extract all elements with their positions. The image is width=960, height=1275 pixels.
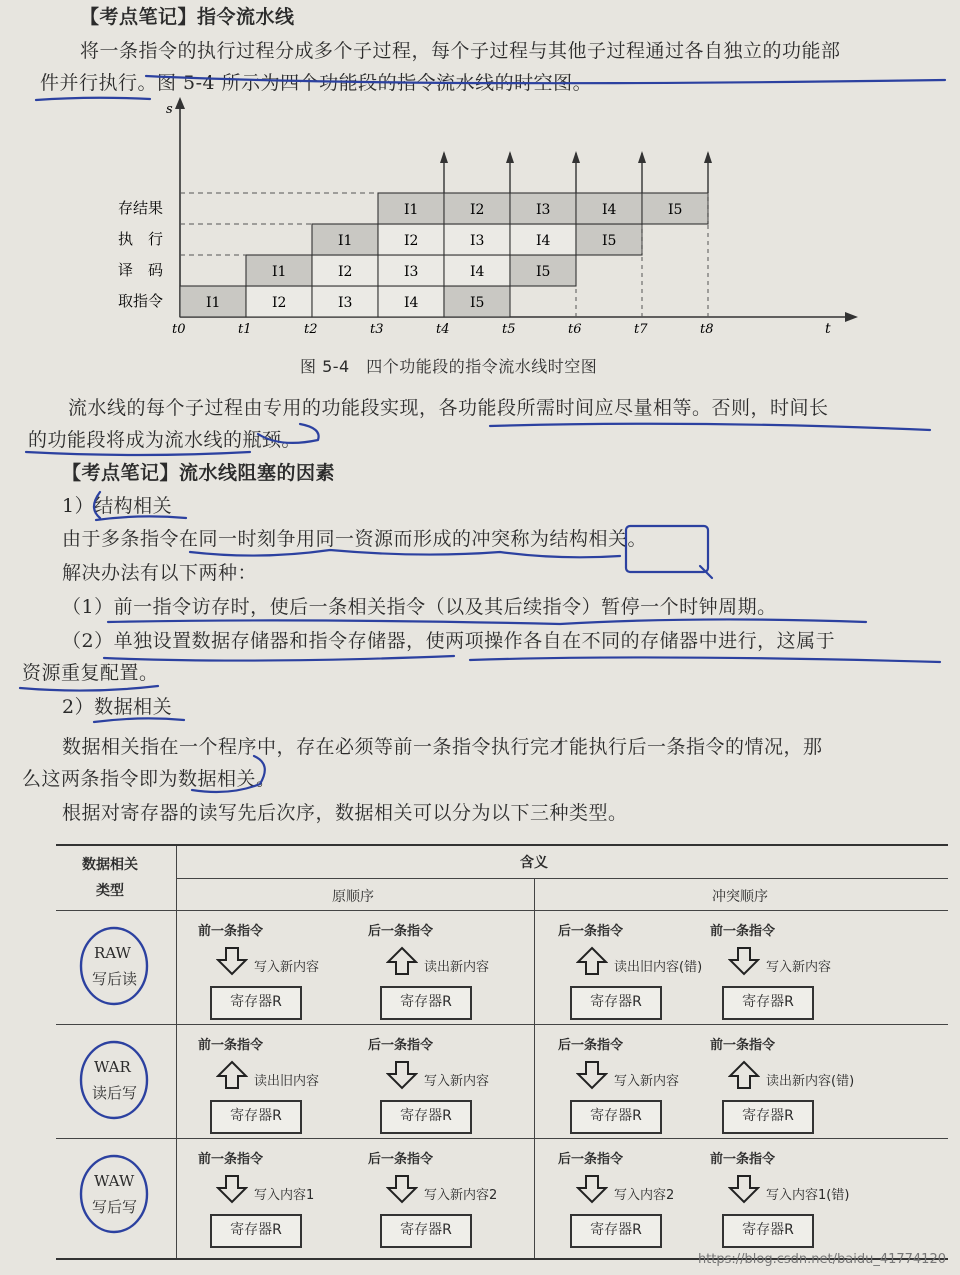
- register-box: 寄存器R: [570, 1100, 662, 1134]
- register-action: 写入新内容2: [424, 1188, 498, 1203]
- table-header-original-order: 原顺序: [332, 889, 374, 905]
- instruction-title: 后一条指令: [558, 1038, 624, 1053]
- hollow-arrow-down-icon: [216, 946, 248, 976]
- instruction-title: 后一条指令: [558, 1152, 624, 1167]
- register-box: 寄存器R: [380, 1214, 472, 1248]
- pipeline-cell-label: I3: [404, 264, 419, 280]
- section1-after-line2: 的功能段将成为流水线的瓶颈。: [28, 429, 302, 451]
- solution-2-line1: （2）单独设置数据存储器和指令存储器，使两项操作各自在不同的存储器中进行，这属于: [62, 630, 836, 652]
- y-axis-label: s: [166, 102, 173, 117]
- stage-label: 译 码: [118, 261, 164, 279]
- solution-2-line2: 资源重复配置。: [22, 662, 159, 684]
- hollow-arrow-up-icon: [216, 1060, 248, 1090]
- hollow-arrow-down-icon: [728, 1174, 760, 1204]
- section2-heading: 【考点笔记】流水线阻塞的因素: [62, 462, 336, 484]
- hollow-arrow-down-icon: [576, 1060, 608, 1090]
- register-action: 写入新内容: [254, 960, 320, 975]
- register-box: 寄存器R: [722, 1100, 814, 1134]
- pipeline-cell-label: I2: [338, 264, 353, 280]
- hollow-arrow-down-icon: [576, 1174, 608, 1204]
- structural-desc: 由于多条指令在同一时刻争用同一资源而形成的冲突称为结构相关。: [62, 528, 648, 550]
- pipeline-cell-label: I3: [536, 202, 551, 218]
- register-action: 写入内容1: [254, 1188, 315, 1203]
- pipeline-cell-label: I2: [470, 202, 485, 218]
- time-tick-label: t7: [634, 322, 648, 337]
- structural-solutions-intro: 解决办法有以下两种：: [62, 562, 258, 584]
- pipeline-cell-label: I3: [338, 295, 353, 311]
- pipeline-cell-label: I1: [272, 264, 287, 280]
- pipeline-cell-label: I1: [338, 233, 353, 249]
- register-action: 写入内容2: [614, 1188, 675, 1203]
- data-hazard-line2: 么这两条指令即为数据相关。: [22, 768, 276, 790]
- register-action: 读出新内容(错): [766, 1074, 855, 1089]
- pipeline-cell-label: I2: [404, 233, 419, 249]
- table-row-rule-1: [56, 1024, 948, 1025]
- hazard-type-cn: 写后写: [92, 1198, 138, 1216]
- pipeline-cell-label: I1: [404, 202, 419, 218]
- instruction-title: 后一条指令: [368, 1038, 434, 1053]
- hollow-arrow-down-icon: [216, 1174, 248, 1204]
- stage-label: 存结果: [118, 199, 164, 217]
- register-box: 寄存器R: [570, 986, 662, 1020]
- time-tick-label: t2: [304, 322, 318, 337]
- instruction-title: 前一条指令: [198, 924, 264, 939]
- table-header-rule: [56, 910, 948, 911]
- register-action: 写入新内容: [614, 1074, 680, 1089]
- register-action: 写入新内容: [766, 960, 832, 975]
- table-col-divider: [534, 878, 535, 1258]
- hollow-arrow-up-icon: [576, 946, 608, 976]
- pipeline-cell-label: I5: [470, 295, 485, 311]
- section1-after-line1: 流水线的每个子过程由专用的功能段实现，各功能段所需时间应尽量相等。否则，时间长: [68, 397, 829, 419]
- hollow-arrow-up-icon: [728, 1060, 760, 1090]
- section1-para-line2: 件并行执行。图 5-4 所示为四个功能段的指令流水线的时空图。: [40, 72, 593, 94]
- hollow-arrow-down-icon: [386, 1060, 418, 1090]
- hazard-type-cn: 写后读: [92, 970, 138, 988]
- register-action: 写入内容1(错): [766, 1188, 850, 1203]
- table-header-type: 数据相关 类型: [82, 857, 138, 899]
- time-tick-label: t4: [436, 322, 450, 337]
- hazard-type-cn: 读后写: [92, 1084, 138, 1102]
- register-box: 寄存器R: [210, 1214, 302, 1248]
- register-action: 写入新内容: [424, 1074, 490, 1089]
- time-tick-label: t8: [700, 322, 714, 337]
- hollow-arrow-down-icon: [386, 1174, 418, 1204]
- table-header-conflict-order: 冲突顺序: [712, 889, 768, 905]
- table-top-rule: [56, 844, 948, 846]
- pipeline-cell-label: I5: [668, 202, 683, 218]
- register-action: 读出旧内容: [254, 1074, 320, 1089]
- hazard-type-en: WAW: [94, 1172, 135, 1190]
- pipeline-cell-label: I5: [536, 264, 551, 280]
- register-box: 寄存器R: [722, 1214, 814, 1248]
- hazard-type-en: RAW: [94, 944, 131, 962]
- pipeline-cell-label: I2: [272, 295, 287, 311]
- stage-label: 执 行: [118, 230, 164, 248]
- register-box: 寄存器R: [722, 986, 814, 1020]
- figure-caption: 图 5-4 四个功能段的指令流水线时空图: [300, 357, 598, 376]
- pipeline-cell-label: I1: [206, 295, 221, 311]
- sub-heading-data: 2）数据相关: [62, 696, 173, 718]
- pipeline-cell-label: I4: [470, 264, 485, 280]
- pipeline-cell-label: I3: [470, 233, 485, 249]
- register-action: 读出旧内容(错): [614, 960, 703, 975]
- instruction-title: 后一条指令: [368, 924, 434, 939]
- pipeline-cell-label: I4: [536, 233, 551, 249]
- instruction-title: 后一条指令: [558, 924, 624, 939]
- watermark: https://blog.csdn.net/baidu_41774120: [697, 1252, 946, 1267]
- table-subheader-rule: [176, 878, 948, 879]
- instruction-title: 前一条指令: [198, 1152, 264, 1167]
- register-box: 寄存器R: [210, 986, 302, 1020]
- hollow-arrow-up-icon: [386, 946, 418, 976]
- register-box: 寄存器R: [380, 1100, 472, 1134]
- solution-1: （1）前一指令访存时，使后一条相关指令（以及其后续指令）暂停一个时钟周期。: [62, 596, 777, 618]
- time-tick-label: t1: [238, 322, 252, 337]
- hollow-arrow-down-icon: [728, 946, 760, 976]
- register-box: 寄存器R: [570, 1214, 662, 1248]
- time-tick-label: t0: [172, 322, 186, 337]
- register-box: 寄存器R: [380, 986, 472, 1020]
- sub-heading-structural: 1）结构相关: [62, 495, 173, 517]
- data-hazard-line3: 根据对寄存器的读写先后次序，数据相关可以分为以下三种类型。: [62, 802, 628, 824]
- instruction-title: 后一条指令: [368, 1152, 434, 1167]
- register-box: 寄存器R: [210, 1100, 302, 1134]
- table-row-rule-2: [56, 1138, 948, 1139]
- pipeline-cell-label: I4: [404, 295, 419, 311]
- data-hazard-line1: 数据相关指在一个程序中，存在必须等前一条指令执行完才能执行后一条指令的情况，那: [62, 736, 823, 758]
- register-action: 读出新内容: [424, 960, 490, 975]
- section1-para-line1: 将一条指令的执行过程分成多个子过程，每个子过程与其他子过程通过各自独立的功能部: [80, 40, 841, 62]
- time-tick-label: t6: [568, 322, 582, 337]
- instruction-title: 前一条指令: [710, 1038, 776, 1053]
- table-col1-divider: [176, 846, 177, 1258]
- section1-heading: 【考点笔记】指令流水线: [80, 6, 295, 28]
- table-header-meaning: 含义: [520, 855, 548, 871]
- instruction-title: 前一条指令: [198, 1038, 264, 1053]
- x-axis-label: t: [825, 321, 831, 337]
- pipeline-cell-label: I5: [602, 233, 617, 249]
- hazard-type-en: WAR: [94, 1058, 131, 1076]
- instruction-title: 前一条指令: [710, 924, 776, 939]
- time-tick-label: t3: [370, 322, 384, 337]
- time-tick-label: t5: [502, 322, 516, 337]
- handwritten-circle: [76, 1036, 156, 1126]
- handwritten-circle: [76, 922, 156, 1012]
- pipeline-cell-label: I4: [602, 202, 617, 218]
- instruction-title: 前一条指令: [710, 1152, 776, 1167]
- stage-label: 取指令: [118, 292, 164, 310]
- handwritten-circle: [76, 1150, 156, 1240]
